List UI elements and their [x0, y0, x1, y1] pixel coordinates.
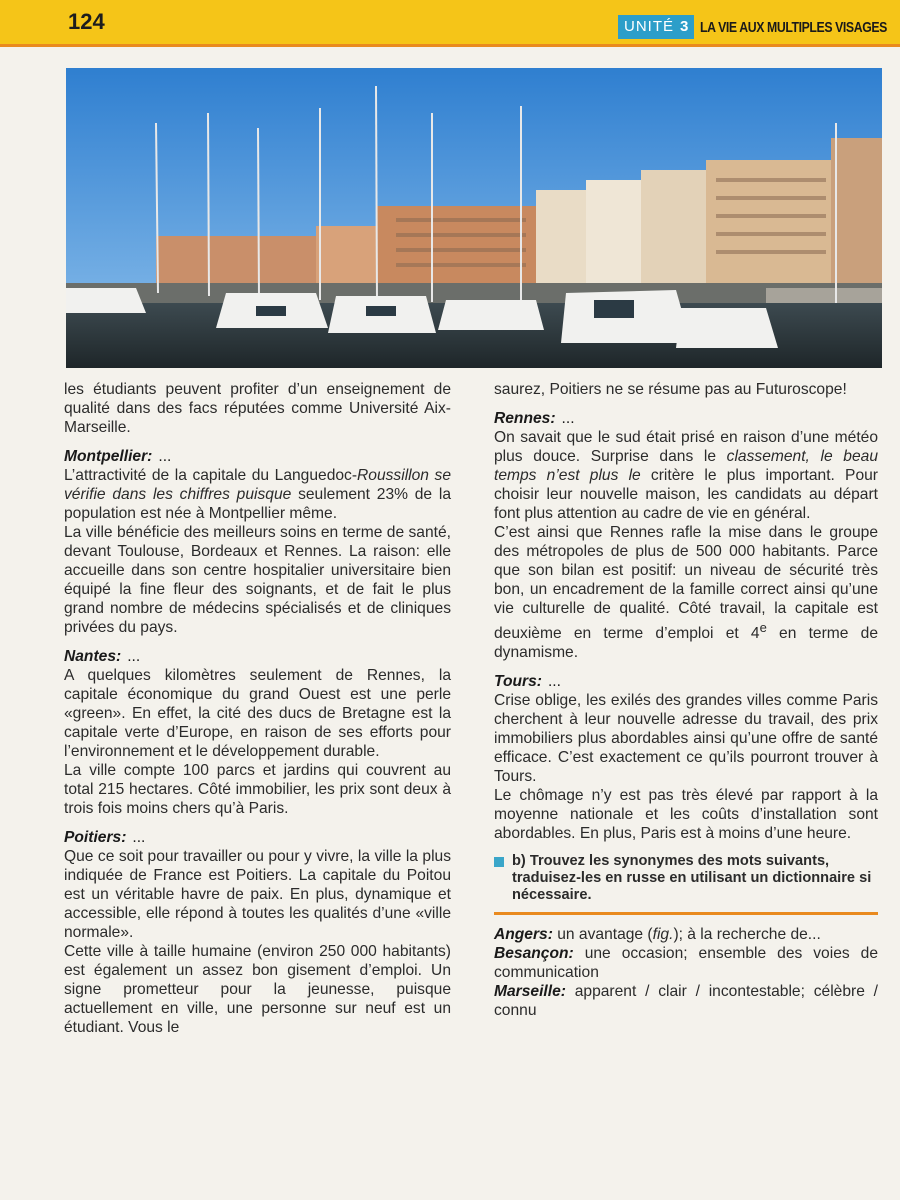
- text-run: L’attractivité de la capitale du Languedoc-: [64, 467, 358, 484]
- harbor-photo: [66, 68, 882, 368]
- text-run-italic: classement, le beau temps n’est plus le: [494, 448, 878, 484]
- page-number: 124: [68, 9, 105, 34]
- city-name: Tours:: [494, 673, 542, 691]
- unit-number: 3: [680, 15, 694, 39]
- vocab-besancon: [494, 944, 878, 982]
- city-name: Marseille:: [494, 983, 566, 1001]
- city-heading-montpellier: [64, 447, 451, 466]
- unit-title: LA VIE AUX MULTIPLES VISAGES: [700, 18, 888, 36]
- superscript: e: [759, 620, 767, 635]
- unit-banner: [618, 14, 900, 40]
- vocabulary-list: [494, 925, 878, 1020]
- blank-dots: ...: [132, 829, 146, 846]
- montpellier-paragraph-1: [64, 466, 451, 523]
- intro-paragraph: les étudiants peuvent profiter d’un enseignement de qualité dans des facs réputées comme Université Aix-Marseille.: [64, 381, 451, 436]
- unit-label: UNITÉ: [618, 15, 680, 39]
- text-run-italic: fig.: [652, 926, 674, 944]
- vocab-angers: [494, 925, 878, 944]
- city-name: Montpellier:: [64, 448, 153, 465]
- text-run: un avantage (: [552, 926, 653, 944]
- city-heading-nantes: [64, 647, 451, 666]
- montpellier-paragraph-2: La ville bénéficie des meilleurs soins en terme de santé, devant Toulouse, Bordeaux et Rennes. La raison: elle accueille dans son centre hospitalier universitaire bien équipé la fine fleur des soignants, et de fait le plus grand nombre de médecins spécialisés et de cliniques privées du pays.: [64, 524, 451, 636]
- text-run: On savait que le sud était prisé en raison d’une météo plus douce. Surprise dans le: [494, 429, 878, 465]
- exercise-instruction: [494, 853, 878, 915]
- text-run: ); à la recherche de...: [673, 926, 821, 944]
- nantes-paragraph-2: La ville compte 100 parcs et jardins qui couvrent au total 215 hectares. Côté immobilier, les prix sont deux à trois fois moins chers qu’à Paris.: [64, 762, 451, 817]
- tours-paragraph-1: Crise oblige, les exilés des grandes villes comme Paris cherchent à leur nouvelle adresse du travail, des prix immobiliers plus abordables ainsi qu’une offre de santé efficace. C’est exactement ce qu’ils pourront trouver à Tours.: [494, 692, 878, 786]
- city-heading-rennes: [494, 409, 878, 428]
- blank-dots: ...: [561, 410, 575, 427]
- city-name: Poitiers:: [64, 829, 127, 846]
- blank-dots: ...: [158, 448, 172, 465]
- blank-dots: ...: [547, 673, 561, 691]
- text-run: seulement 23% de la population est née à Montpellier même.: [64, 486, 451, 522]
- city-heading-poitiers: [64, 828, 451, 847]
- text-run: C’est ainsi que Rennes rafle la mise dans le groupe des métropoles de plus de 500 000 habitants. Parce que son bilan est positif: un niveau de sécurité très bon, un encadrement de la famille correct ainsi qu’une vie culturelle de qualité. Côté travail, la capitale est deuxième en terme d’emploi et 4: [494, 524, 878, 643]
- city-name: Angers:: [494, 926, 553, 944]
- rennes-paragraph-2: [494, 523, 878, 662]
- right-column: [494, 380, 878, 1020]
- text-run: une occasion; ensemble des voies de communication: [494, 945, 878, 982]
- text-run: en terme de dynamisme.: [494, 625, 878, 662]
- vocab-marseille: [494, 982, 878, 1020]
- bullet-square-icon: [494, 857, 504, 867]
- exercise-text: b) Trouvez les synonymes des mots suivants, traduisez-les en russe en utilisant un dictionnaire si nécessaire.: [512, 853, 872, 904]
- blank-dots: ...: [127, 648, 141, 665]
- page-header: [0, 0, 900, 47]
- poitiers-paragraph-1: Que ce soit pour travailler ou pour y vivre, la ville la plus indiquée de France est Poitiers. La capitale du Poitou est un véritable havre de paix. En plus, dynamique et accessible, elle répond à toutes les qualités d’une «ville normale».: [64, 848, 451, 941]
- left-column: [64, 380, 451, 1037]
- city-name: Besançon:: [494, 945, 574, 963]
- city-heading-tours: [494, 672, 878, 691]
- text-run: apparent / clair / incontestable; célèbre / connu: [494, 983, 878, 1020]
- rennes-paragraph-1: [494, 428, 878, 523]
- continuation-paragraph: saurez, Poitiers ne se résume pas au Futuroscope!: [494, 381, 847, 398]
- nantes-paragraph-1: A quelques kilomètres seulement de Rennes, la capitale économique du grand Ouest est une perle «green». En effet, la cité des ducs de Bretagne est la capitale verte d’Europe, en raison de ses efforts pour l’environnement et le développement durable.: [64, 667, 451, 760]
- city-name: Nantes:: [64, 648, 122, 665]
- tours-paragraph-2: Le chômage n’y est pas très élevé par rapport à la moyenne nationale et les coûts d’installation sont abordables. En plus, Paris est à moins d’une heure.: [494, 787, 878, 843]
- text-run-italic: Roussillon se vérifie dans les chiffres puisque: [64, 467, 451, 503]
- text-run: critère le plus important. Pour choisir leur nouvelle maison, les candidats au départ font plus attention au cadre de vie en général.: [494, 467, 878, 522]
- city-name: Rennes:: [494, 410, 556, 427]
- poitiers-paragraph-2: Cette ville à taille humaine (environ 250 000 habitants) est également un assez bon gisement d’emploi. Un signe prometteur pour la jeunesse, puisque actuellement en ville, une personne sur neuf est un étudiant. Vous le: [64, 943, 451, 1036]
